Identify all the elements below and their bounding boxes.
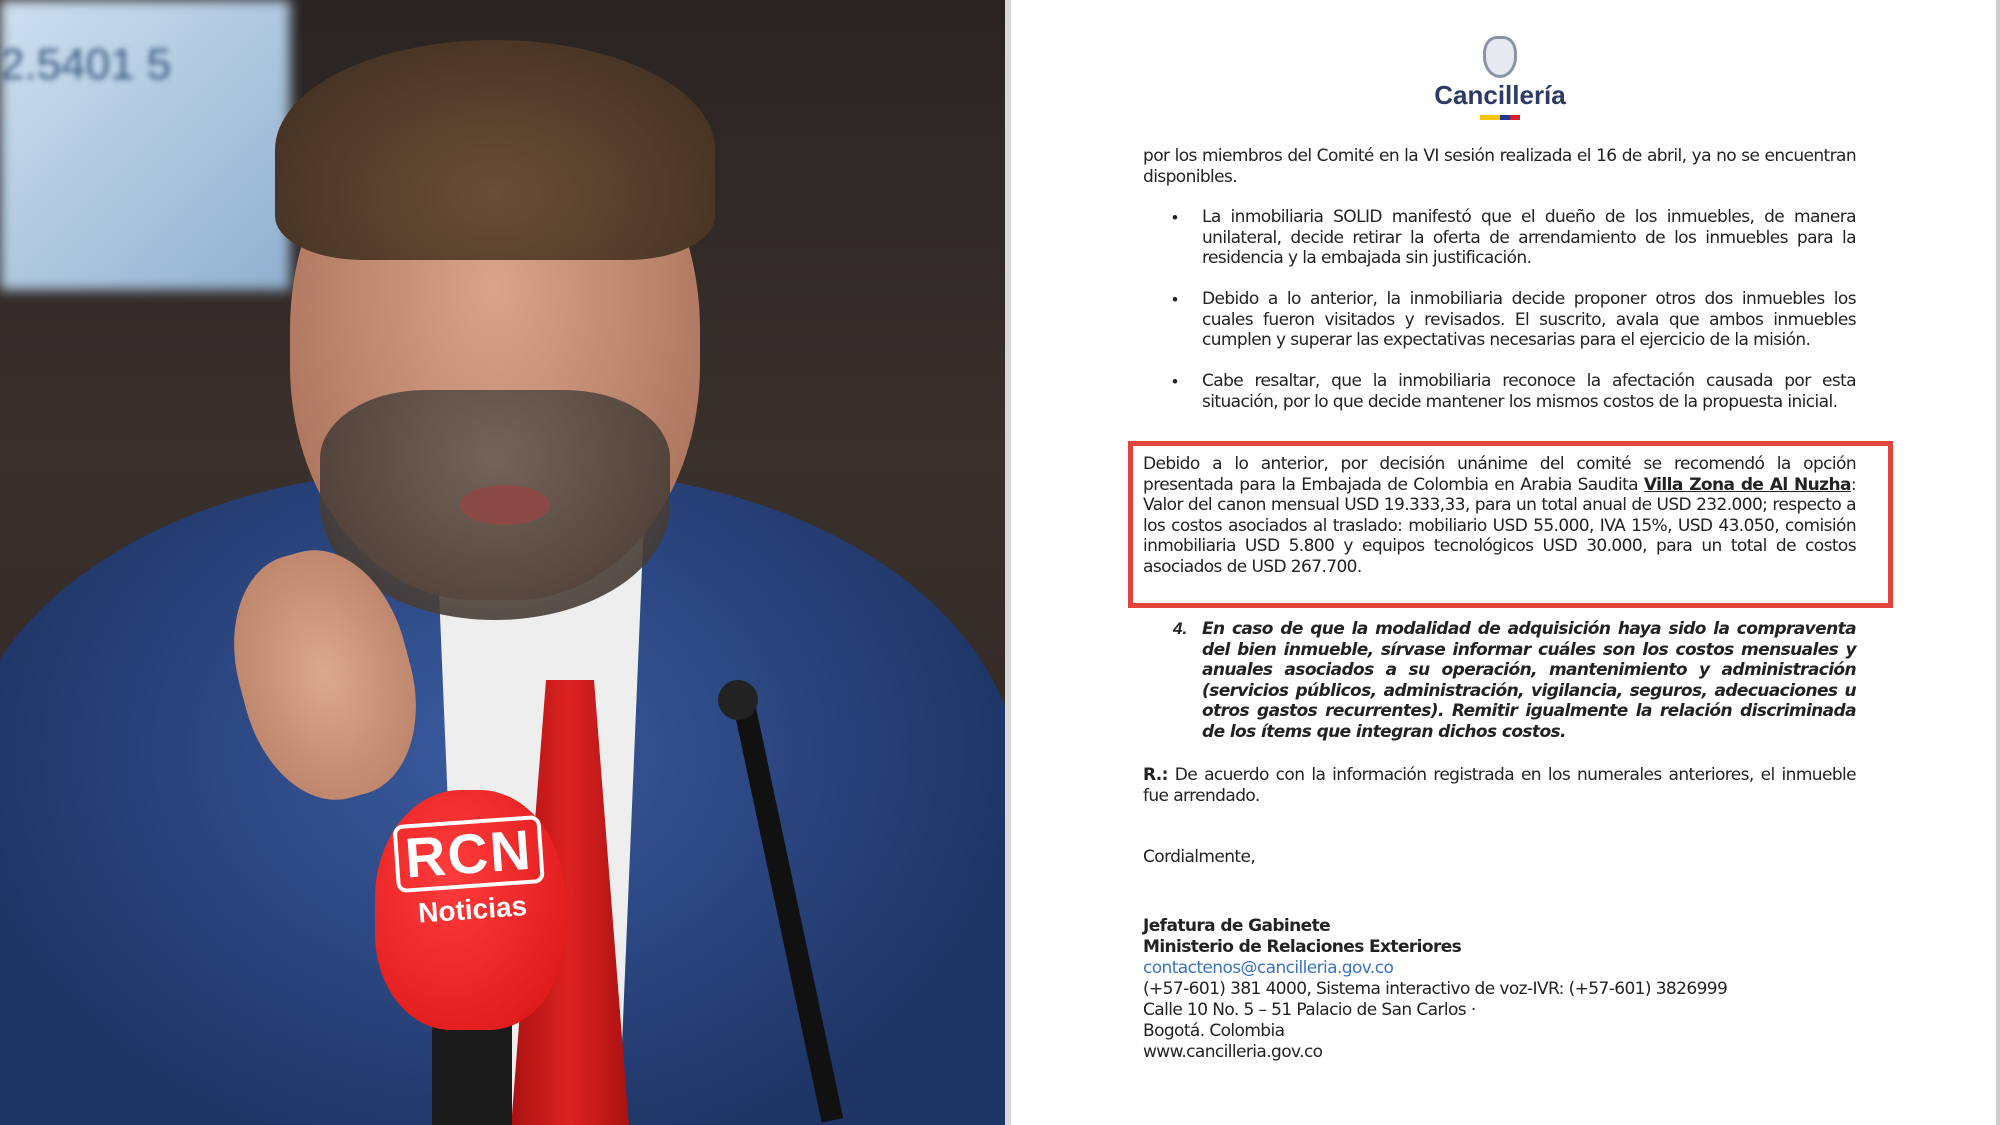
highlight-text: Debido a lo anterior, por decisión unánime del comité se recomendó la opción presentada para la Embajada de Colombia en Arabia Saudita [1143,454,1856,495]
mouth [460,485,550,525]
intro-paragraph: por los miembros del Comité en la VI sesión realizada el 16 de abril, ya no se encuentran disponibles. [1143,146,1856,187]
website: www.cancilleria.gov.co [1143,1042,1323,1062]
phone: (+57-601) 381 4000, Sistema interactivo de voz-IVR: (+57-601) 3826999 [1143,979,1728,999]
closing: Cordialmente, [1143,847,1256,867]
answer-text: De acuerdo con la información registrada en los numerales anteriores, el inmueble fue arrendado. [1143,765,1856,806]
coat-of-arms-icon [1483,36,1517,78]
bullet-icon: • [1172,372,1178,391]
email-link[interactable]: contactenos@cancilleria.gov.co [1143,958,1394,978]
highlighted-paragraph [1143,454,1856,577]
flag-stripe [1480,115,1520,120]
bullet-icon: • [1172,208,1178,227]
bullet-item: Cabe resaltar, que la inmobiliaria reconoce la afectación causada por esta situación, por lo que decide mantener los mismos costos de la propuesta inicial. [1202,371,1856,412]
mic-brand: RCN [393,815,545,893]
address: Calle 10 No. 5 – 51 Palacio de San Carlos · [1143,1000,1476,1020]
mic-logo [391,815,548,931]
signature-title: Jefatura de Gabinete [1143,916,1331,936]
answer-paragraph [1143,765,1856,806]
signature-block [1143,916,1727,1063]
page-edge [1996,0,2000,1125]
mic-label: Noticias [417,890,528,929]
screen-text: 2.5401 5 [0,40,172,89]
cancilleria-logo [1430,36,1570,120]
bullet-icon: • [1172,290,1178,309]
bullet-item: La inmobiliaria SOLID manifestó que el dueño de los inmuebles, de manera unilateral, decide retirar la oferta de arrendamiento de los inmuebles para la residencia y la embajada sin justificación. [1202,207,1856,268]
mic-head [718,680,758,720]
signature-ministry: Ministerio de Relaciones Exteriores [1143,937,1462,957]
question-text: En caso de que la modalidad de adquisición haya sido la compraventa del bien inmueble, sírvase informar cuáles son los costos mensuales y anuales asociados a su operación, mantenimiento y administración (servicios públicos, administración, vigilancia, seguros, adecuaciones u otros gastos recurrentes). Remitir igualmente la relación discriminada de los ítems que integran dichos costos. [1202,619,1856,742]
city: Bogotá. Colombia [1143,1021,1285,1041]
highlight-text: : Valor del canon mensual USD 19.333,33, para un total anual de USD 232.000; respecto a los costos asociados al traslado: mobiliario USD 55.000, IVA 15%, USD 43.050, comisión inmobiliaria USD 5.800 y equipos tecnológicos USD 30.000, para un total de costos asociados de USD 267.700. [1143,474,1856,577]
hair [275,40,715,260]
property-name: Villa Zona de Al Nuzha [1643,474,1851,495]
logo-text: Cancillería [1434,80,1566,110]
answer-label: R.: [1143,765,1168,785]
question-number: 4. [1173,619,1188,638]
bullet-item: Debido a lo anterior, la inmobiliaria decide proponer otros dos inmuebles los cuales fueron visitados y revisados. El suscrito, avala que ambos inmuebles cumplen y superar las expectativas necesarias para el ejercicio de la misión. [1202,289,1856,350]
